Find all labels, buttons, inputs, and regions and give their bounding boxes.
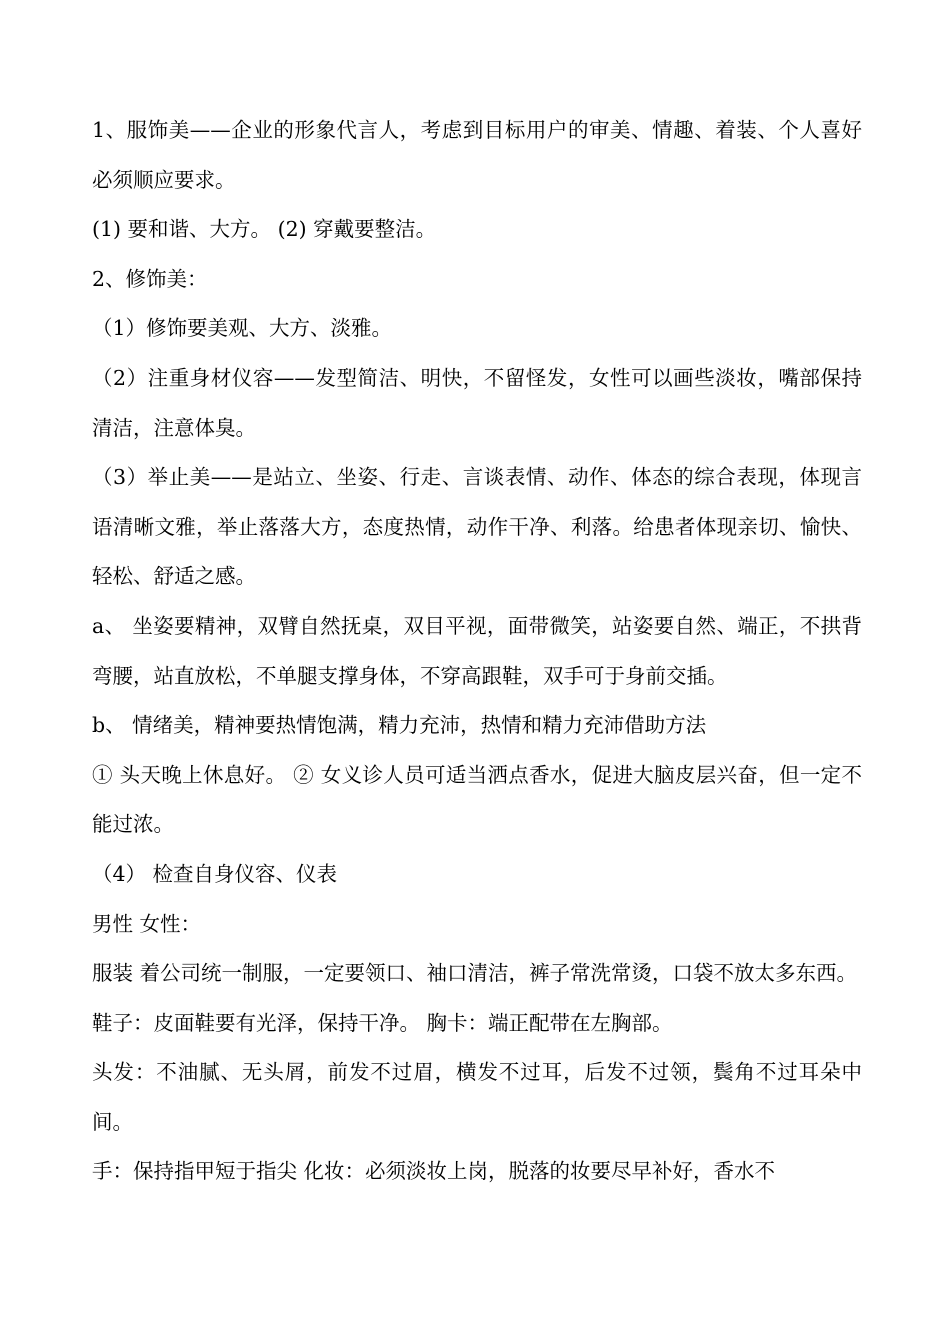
paragraph-hair: 头发：不油腻、无头屑，前发不过眉，横发不过耳，后发不过领，鬓角不过耳朵中间。 [92, 1060, 862, 1134]
paragraph-clothing-rules: (1) 要和谐、大方。 (2) 穿戴要整洁。 [92, 217, 437, 242]
paragraph-grooming-1: （1）修饰要美观、大方、淡雅。 [92, 316, 393, 341]
paragraph-mood-methods: ① 头天晚上休息好。 ② 女义诊人员可适当洒点香水，促进大脑皮层兴奋，但一定不能过浓。 [92, 762, 862, 837]
paragraph-mood: b、 情绪美，精神要热情饱满，精力充沛，热情和精力充沛借助方法 [92, 713, 707, 738]
paragraph-grooming-heading: 2、修饰美： [92, 266, 208, 291]
paragraph-grooming-3: （3）举止美——是站立、坐姿、行走、言谈表情、动作、体态的综合表现，体现言语清晰文雅，举止落落大方，态度热情，动作干净、利落。给患者体现亲切、愉快、轻松、舒适之感。 [92, 465, 862, 589]
paragraph-attire: 服装 着公司统一制服，一定要领口、袖口清洁，裤子常洗常烫，口袋不放太多东西。 [92, 961, 858, 986]
paragraph-clothing-beauty: 1、服饰美——企业的形象代言人，考虑到目标用户的审美、情趣、着装、个人喜好必须顺应要求。 [92, 118, 862, 192]
paragraph-gender: 男性 女性： [92, 911, 202, 936]
paragraph-hands-makeup: 手：保持指甲短于指尖 化妆：必须淡妆上岗，脱落的妆要尽早补好，香水不 [92, 1159, 776, 1184]
paragraph-posture: a、 坐姿要精神，双臂自然抚桌，双目平视，面带微笑，站姿要自然、端正，不拱背弯腰，站直放松，不单腿支撑身体，不穿高跟鞋，双手可于身前交插。 [92, 613, 862, 688]
paragraph-shoes-badge: 鞋子：皮面鞋要有光泽，保持干净。 胸卡：端正配带在左胸部。 [92, 1010, 673, 1035]
paragraph-grooming-4: （4） 检查自身仪容、仪表 [92, 861, 338, 886]
document-body [92, 106, 862, 1197]
paragraph-grooming-2: （2）注重身材仪容——发型简洁、明快，不留怪发，女性可以画些淡妆，嘴部保持清洁，注意体臭。 [92, 365, 862, 440]
